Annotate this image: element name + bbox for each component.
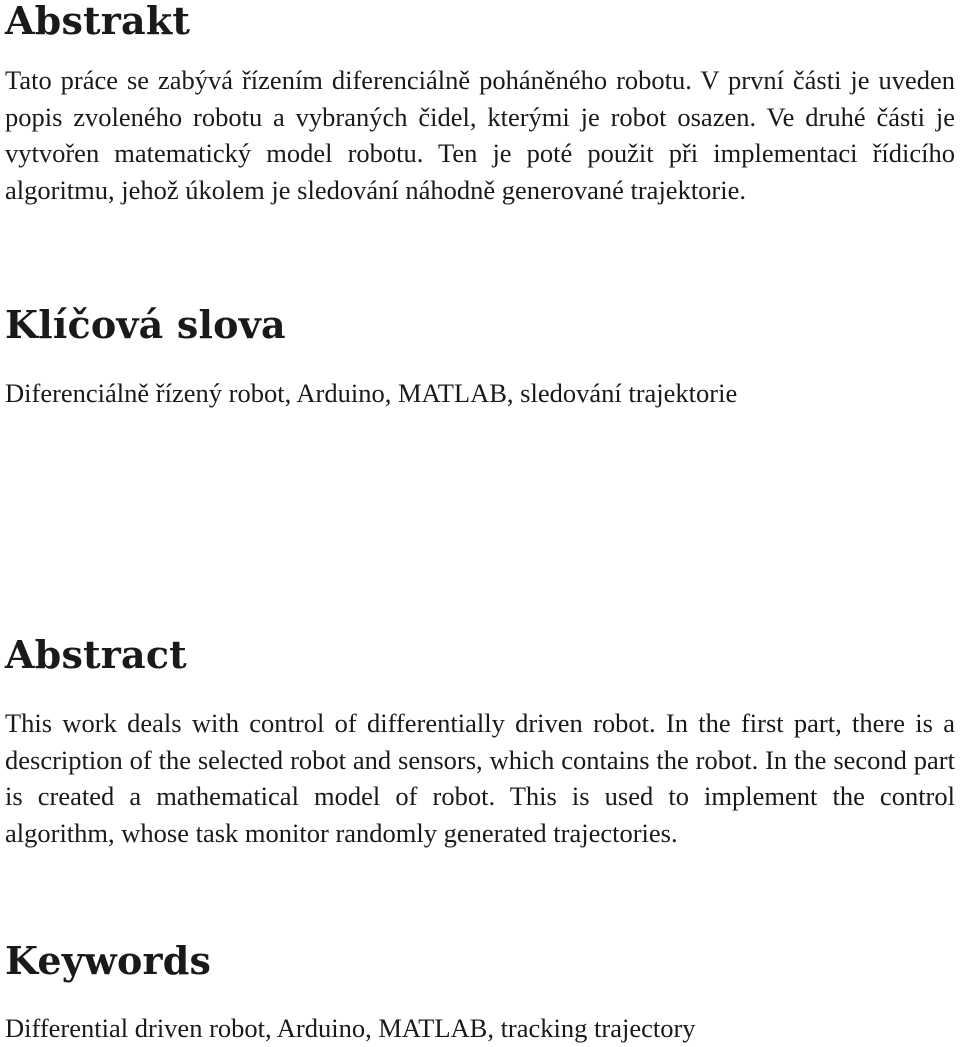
czech-keywords-text: Diferenciálně řízený robot, Arduino, MATLAB, sledování trajektorie — [5, 378, 738, 408]
english-keywords-heading: Keywords — [5, 938, 212, 983]
english-abstract-heading: Abstract — [5, 632, 187, 677]
czech-keywords-heading: Klíčová slova — [5, 302, 286, 347]
czech-abstract-text: Tato práce se zabývá řízením diferenciálně poháněného robotu. V první části je uveden popis zvoleného robotu a vybraných čidel, kterými je robot osazen. Ve druhé části je vytvořen matematický model robotu. Ten je poté použit při implementaci řídicího algoritmu, jehož úkolem je sledování náhodně generované trajektorie. — [5, 65, 955, 205]
czech-abstract-heading: Abstrakt — [5, 0, 191, 43]
english-keywords-text: Differential driven robot, Arduino, MATLAB, tracking trajectory — [5, 1013, 696, 1043]
english-abstract-text: This work deals with control of differentially driven robot. In the first part, there is a description of the selected robot and sensors, which contains the robot. In the second part is created a mathematical model of robot. This is used to implement the control algorithm, whose task monitor randomly generated trajectories. — [5, 708, 955, 848]
